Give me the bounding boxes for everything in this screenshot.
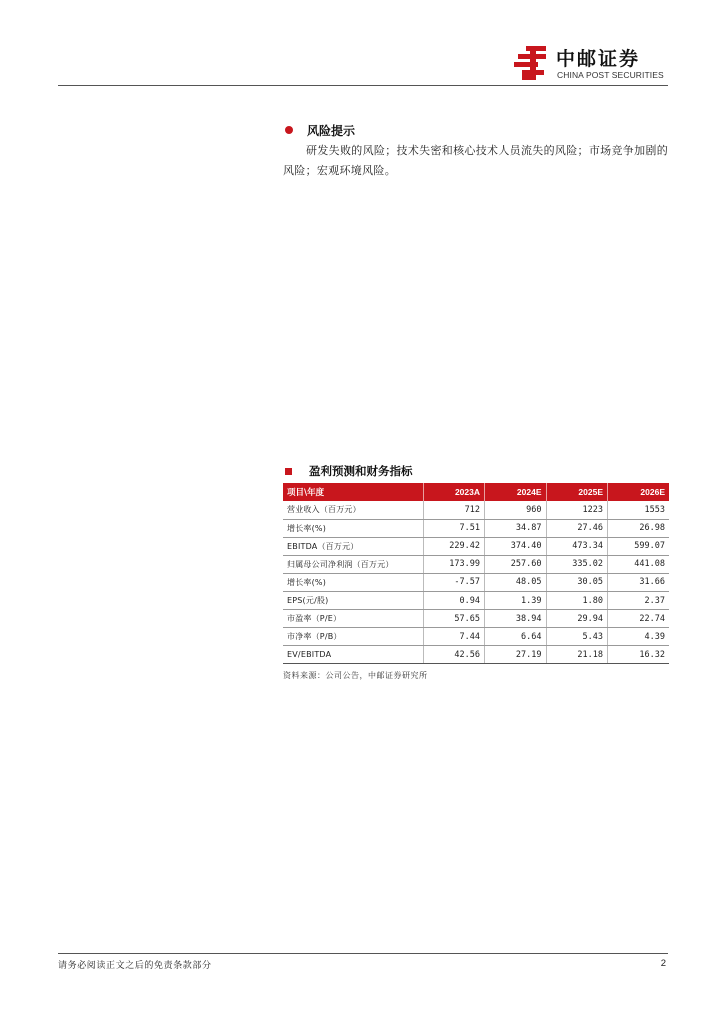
row-label: 营业收入（百万元）: [283, 501, 423, 519]
row-label: 增长率(%): [283, 573, 423, 591]
table-cell: 229.42: [423, 537, 485, 555]
table-cell: 16.32: [608, 646, 670, 664]
column-header: 项目\年度: [283, 483, 423, 501]
table-cell: 6.64: [485, 628, 547, 646]
table-row: [283, 537, 669, 555]
table-row: [283, 519, 669, 537]
china-post-logo-icon: [512, 44, 552, 82]
table-cell: 27.46: [546, 519, 608, 537]
row-label: 增长率(%): [283, 519, 423, 537]
source-note: 资料来源：公司公告，中邮证券研究所: [283, 671, 428, 681]
table-cell: 441.08: [608, 555, 670, 573]
row-label: EV/EBITDA: [283, 646, 423, 664]
table-cell: 30.05: [546, 573, 608, 591]
table-cell: 4.39: [608, 628, 670, 646]
forecast-section: [283, 463, 669, 681]
table-cell: -7.57: [423, 573, 485, 591]
table-cell: 1.80: [546, 591, 608, 609]
table-cell: 1223: [546, 501, 608, 519]
logo-chinese-name: 中邮证券: [556, 48, 641, 70]
table-cell: 22.74: [608, 610, 670, 628]
company-logo: [512, 44, 672, 82]
table-heading: [283, 463, 669, 479]
table-cell: 7.51: [423, 519, 485, 537]
table-row: [283, 610, 669, 628]
header-divider: [58, 85, 668, 86]
table-cell: 29.94: [546, 610, 608, 628]
circle-bullet-icon: [285, 126, 293, 134]
column-header: 2025E: [546, 483, 608, 501]
table-cell: 960: [485, 501, 547, 519]
risk-text: 研发失败的风险；技术失密和核心技术人员流失的风险；市场竞争加剧的风险；宏观环境风险。: [283, 144, 668, 177]
table-row: [283, 573, 669, 591]
logo-english-name: CHINA POST SECURITIES: [557, 70, 664, 80]
row-label: 市盈率（P/E）: [283, 610, 423, 628]
table-cell: 1553: [608, 501, 670, 519]
table-cell: 173.99: [423, 555, 485, 573]
row-label: 市净率（P/B）: [283, 628, 423, 646]
table-cell: 26.98: [608, 519, 670, 537]
risk-title: 风险提示: [307, 123, 356, 138]
column-header: 2023A: [423, 483, 485, 501]
table-cell: 48.05: [485, 573, 547, 591]
risk-heading: [283, 122, 668, 138]
table-cell: 712: [423, 501, 485, 519]
table-row: [283, 591, 669, 609]
footer-disclaimer: 请务必阅读正文之后的免责条款部分: [58, 961, 212, 971]
table-cell: 42.56: [423, 646, 485, 664]
table-cell: 473.34: [546, 537, 608, 555]
table-cell: 5.43: [546, 628, 608, 646]
column-header: 2024E: [485, 483, 547, 501]
table-header-row: [283, 483, 669, 501]
table-row: [283, 628, 669, 646]
table-cell: 2.37: [608, 591, 670, 609]
table-cell: 257.60: [485, 555, 547, 573]
risk-section: [283, 122, 668, 181]
table-cell: 7.44: [423, 628, 485, 646]
page-number: 2: [660, 958, 666, 969]
financial-table: [283, 483, 669, 664]
row-label: 归属母公司净利润（百万元）: [283, 555, 423, 573]
table-row: [283, 555, 669, 573]
row-label: EPS(元/股): [283, 591, 423, 609]
table-cell: 374.40: [485, 537, 547, 555]
table-cell: 0.94: [423, 591, 485, 609]
row-label: EBITDA（百万元）: [283, 537, 423, 555]
column-header: 2026E: [608, 483, 670, 501]
table-cell: 599.07: [608, 537, 670, 555]
table-cell: 38.94: [485, 610, 547, 628]
table-cell: 335.02: [546, 555, 608, 573]
square-bullet-icon: [285, 468, 292, 475]
footer-divider: [58, 953, 668, 954]
table-cell: 57.65: [423, 610, 485, 628]
table-cell: 1.39: [485, 591, 547, 609]
table-row: [283, 501, 669, 519]
table-row: [283, 646, 669, 664]
table-cell: 27.19: [485, 646, 547, 664]
table-title: 盈利预测和财务指标: [309, 464, 413, 478]
table-cell: 21.18: [546, 646, 608, 664]
table-cell: 34.87: [485, 519, 547, 537]
table-cell: 31.66: [608, 573, 670, 591]
